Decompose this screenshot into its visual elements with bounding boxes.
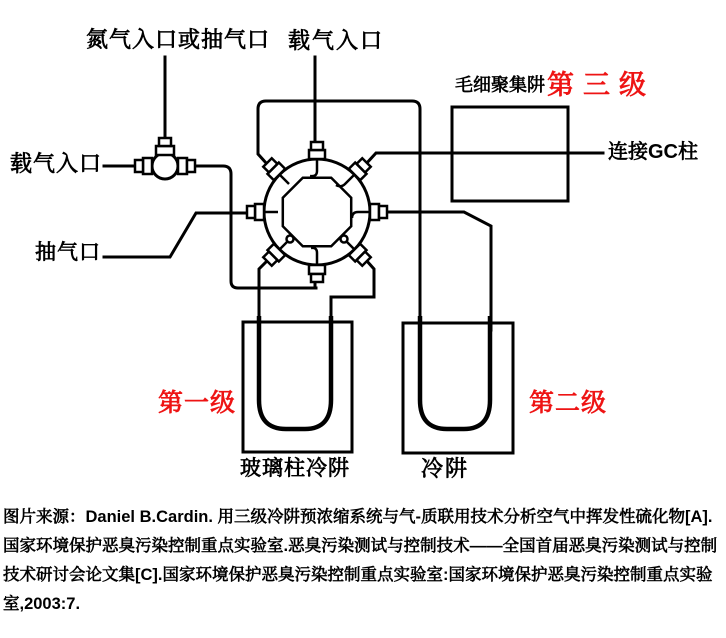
carrier-inlet-top-label: 载气入口 [288, 28, 385, 53]
cold-trap-label: 冷阱 [421, 456, 470, 481]
glass-column-u-tube [259, 316, 331, 429]
stage1-left-arm-line [259, 260, 268, 325]
stage1-label: 第一级 [158, 389, 237, 417]
cold-trap-u-tube [420, 316, 490, 429]
image-source-caption: 图片来源：Daniel B.Cardin. 用三级冷阱预浓缩系统与气-质联用技术分析空气中挥发性硫化物[A]. 国家环境保护恶臭污染控制重点实验室.恶臭污染测试与控制技术——全国首届恶臭污染测试与控制技术研讨会论文集[C].国家环境保护恶臭污染控制重点实验室:国家环境保护恶臭污染控制重点实验室,2003:7. [3, 508, 718, 613]
stage2-label: 第二级 [529, 389, 608, 417]
glass-column-trap-label: 玻璃柱冷阱 [240, 457, 350, 480]
stage1-right-arm-line [331, 260, 374, 325]
capillary-trap-label: 毛细聚集阱 [455, 75, 545, 95]
gc-column-label: 连接GC柱 [608, 141, 698, 163]
tee-valve [135, 138, 195, 179]
pump-port-label: 抽气口 [35, 241, 101, 264]
tee-valve-body [152, 153, 178, 179]
carrier-inlet-left-label: 载气入口 [10, 151, 103, 176]
rotary-valve [247, 142, 387, 282]
stage2-right-arm-line [386, 212, 491, 330]
nitrogen-inlet-label: 氮气入口或抽气口 [86, 27, 271, 52]
stage3-label: 第三级 [547, 70, 655, 100]
